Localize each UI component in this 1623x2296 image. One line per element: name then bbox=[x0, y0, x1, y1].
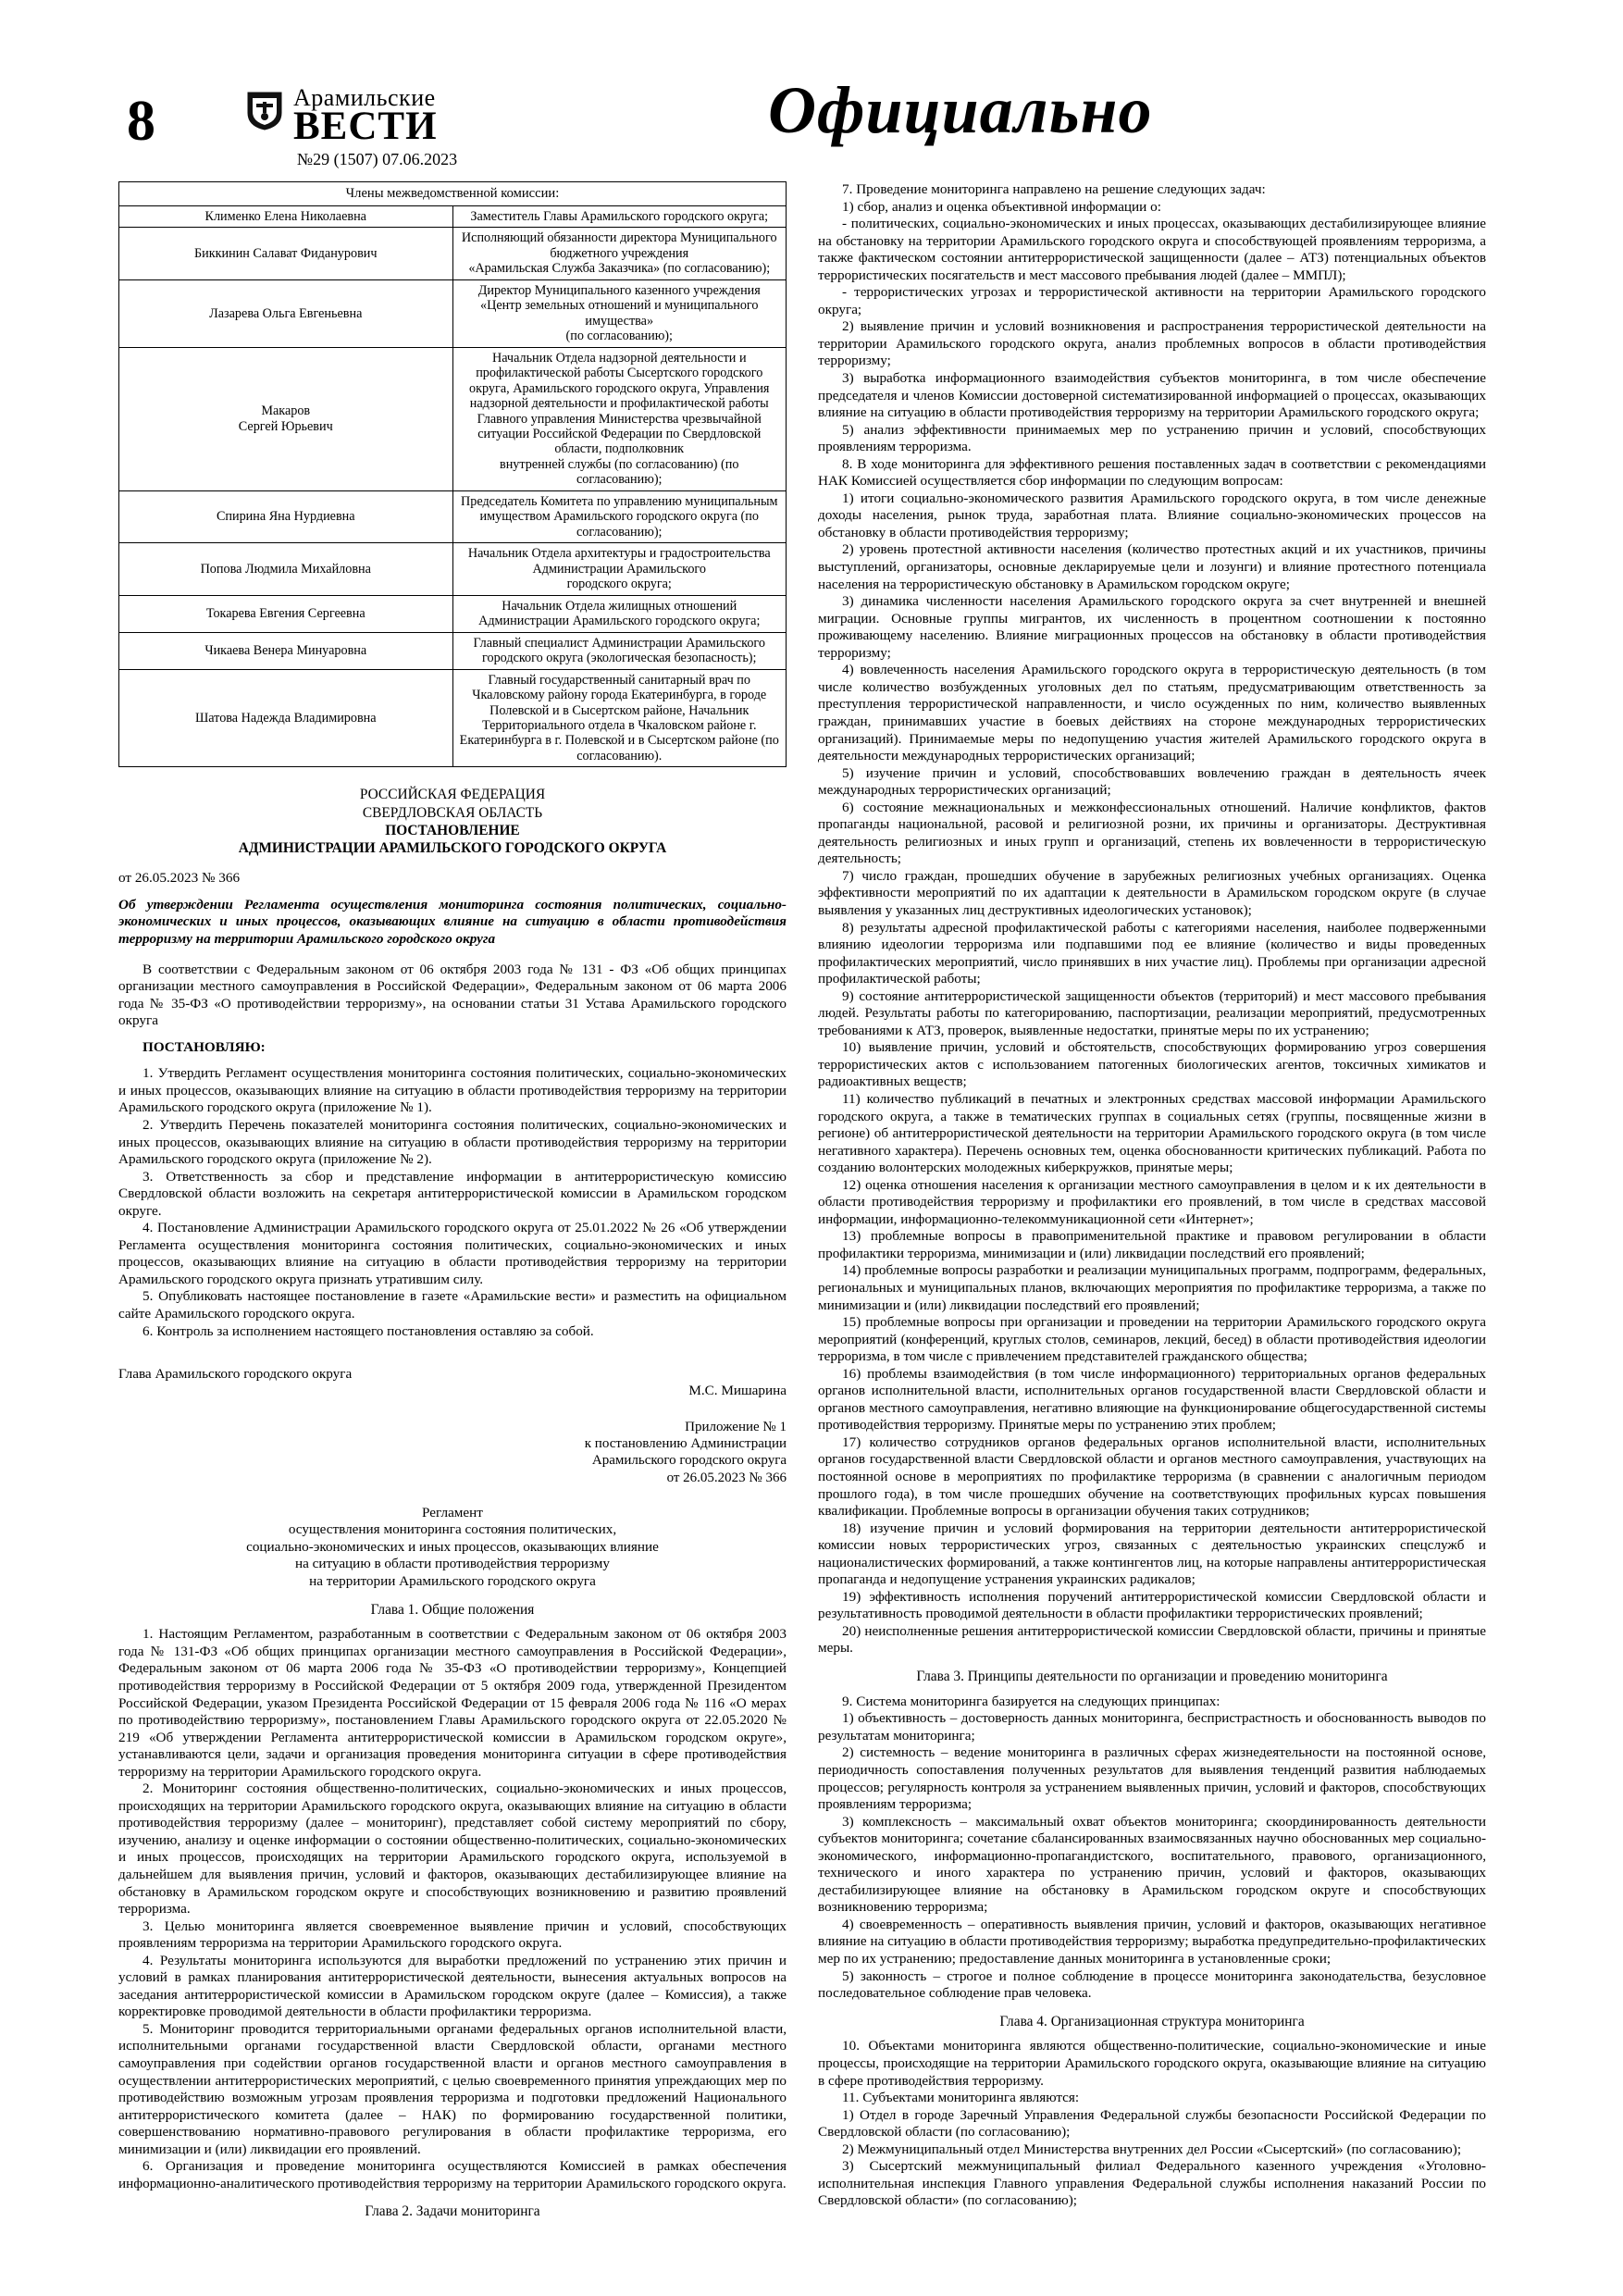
decree-title: Об утверждении Регламента осуществления мониторинга состояния политических, социально-экономических и иных процессов, оказывающих влияние на ситуацию в области противодействия терроризму на территории Арамильского городского округа bbox=[118, 896, 787, 948]
chapter-4-item: 10. Объектами мониторинга являются общественно-политические, социально-экономические и иные процессы, происходящие на территории Арамильского городского округа, оказывающие влияние на ситуацию в сфере противодействия терроризму. bbox=[818, 2038, 1486, 2089]
table-row bbox=[119, 205, 787, 227]
decree-item: 4. Постановление Администрации Арамильского городского округа от 25.01.2022 № 26 «Об утверждении Регламента осуществления мониторинга состояния политических, социально-экономических и иных процессов, оказывающих влияние на ситуацию в области противодействия терроризму на территории Арамильского городского округа признать утратившим силу. bbox=[118, 1220, 787, 1287]
chapter-2-intro: 7. Проведение мониторинга направлено на решение следующих задач: bbox=[842, 181, 1266, 197]
member-position: Директор Муниципального казенного учреждения «Центр земельных отношений и муниципального имущества» (по согласованию); bbox=[452, 279, 787, 347]
chapter-2-item: 14) проблемные вопросы разработки и реализации муниципальных программ, подпрограмм, федеральных, региональных и муниципальных планов, включающих мероприятия по профилактике терроризма, а также по минимизации и (или) ликвидации последствий его проявлений; bbox=[818, 1262, 1486, 1313]
section-title: Официально bbox=[768, 73, 1153, 147]
chapter-2-item: 7) число граждан, прошедших обучение в зарубежных религиозных учебных организациях. Оценка эффективности мероприятий по их адаптации к деятельности в Арамильском городском округе (в случае выявления у указанных лиц деструктивных идеологических установок); bbox=[818, 867, 1486, 918]
newspaper-logo bbox=[245, 84, 514, 169]
chapter-1-paragraph: 2. Мониторинг состояния общественно-политических, социально-экономических и иных процессов, происходящих на территории Арамильского городского округа, оказывающих влияние на ситуацию в области противодействия терроризму (далее – мониторинг), представляет собой систему мероприятий по сбору, изучению, анализу и оценке информации о состоянии общественно-политических, социально-экономических и иных процессов, происходящих на территории Арамильского городского округа, используемой в дальнейшем для выявления причин, условий и факторов, оказывающих дестабилизирующее влияние на обстановку в Арамильском городском округе и способствующих возникновению и развитию проявлений терроризма. bbox=[118, 1781, 787, 1917]
coat-of-arms-icon bbox=[245, 89, 284, 131]
member-name: Клименко Елена Николаевна bbox=[119, 205, 453, 227]
decree-item: 1. Утвердить Регламент осуществления мониторинга состояния политических, социально-экономических и иных процессов, оказывающих влияние на ситуацию в области противодействия терроризму на территории Арамильского городского округа (приложение № 1). bbox=[118, 1065, 787, 1116]
chapter-2-item: - террористических угрозах и террористической активности на территории Арамильского городского округа; bbox=[818, 284, 1486, 317]
chapter-1-paragraph: 1. Настоящим Регламентом, разработанным в соответствии с Федеральным законом от 06 октября 2003 года № 131-ФЗ «Об общих принципах организации местного самоуправления в Российской Федерации», Федеральным законом от 06 марта 2006 года № 35-ФЗ «О противодействии терроризму», Концепцией противодействия терроризму в Российской Федерации от 5 октября 2009 года, утвержденной Президентом Российской Федерации, указом Президента Российской Федерации от 15 февраля 2006 года № 116 «О мерах по противодействию терроризму», постановлением Главы Арамильского городского округа от 22.05.2020 № 219 «Об утверждении Регламента антитеррористической комиссии в Арамильском городском округе», устанавливаются цели, задачи и организация проведения мониторинга ситуации в сфере противодействия терроризму на территории Арамильского городского округа. bbox=[118, 1626, 787, 1780]
chapter-3-item: 2) системность – ведение мониторинга в различных сферах жизнедеятельности на постоянной основе, периодичность сопоставления полученных результатов для выявления тенденций развития наблюдаемых процессов; регулярность контроля за устранением выявленных причин, условий и факторов, способствующих проявлениям терроризма; bbox=[818, 1744, 1486, 1813]
member-name: Попова Людмила Михайловна bbox=[119, 543, 453, 595]
appendix-line-3: от 26.05.2023 № 366 bbox=[666, 1470, 787, 1485]
chapter-2-item: 8. В ходе мониторинга для эффективного решения поставленных задач в соответствии с рекомендациями НАК Комиссией осуществляется сбор информации по следующим вопросам: bbox=[818, 455, 1486, 490]
table-row bbox=[119, 669, 787, 767]
member-position: Начальник Отдела архитектуры и градостроительства Администрации Арамильского городского округа; bbox=[452, 543, 787, 595]
table-row bbox=[119, 228, 787, 279]
decree-item: 5. Опубликовать настоящее постановление в газете «Арамильские вести» и разместить на официальном сайте Арамильского городского округа. bbox=[118, 1288, 787, 1322]
chapter-2-item: 4) вовлеченность населения Арамильского городского округа в террористическую деятельность (в том числе количество возбужденных уголовных дел по статьям, предусматривающим ответственность за преступления террористической направленности, и число осужденных по ним, количество выявленных граждан, принимавших участие в боевых действиях на стороне международных террористических организаций). Принимаемые меры по недопущению участия жителей Арамильского городского округа в деятельности международных террористических организаций; bbox=[818, 662, 1486, 764]
decree-items bbox=[118, 1065, 787, 1340]
chapter-3-title: Глава 3. Принципы деятельности по организации и проведению мониторинга bbox=[916, 1669, 1388, 1685]
member-position: Председатель Комитета по управлению муниципальным имуществом Арамильского городского округа (по согласованию); bbox=[452, 490, 787, 542]
signature-row bbox=[118, 1366, 787, 1383]
chapter-2-item: 9) состояние антитеррористической защищенности объектов (территорий) и мест массового пребывания людей. Результаты работы по категорированию, паспортизации, реализации мероприятий, предусмотренных требованиями к АТЗ, проверок, выявленные недостатки, принятые меры по их устранению; bbox=[818, 987, 1486, 1038]
chapter-2-item: 13) проблемные вопросы в правоприменительной практике и правовом регулировании в области профилактики терроризма, минимизации и (или) ликвидации последствий его проявлений; bbox=[818, 1228, 1486, 1261]
page-number: 8 bbox=[127, 90, 155, 153]
chapter-1-paragraph: 3. Целью мониторинга является своевременное выявление причин и условий, способствующих проявлениям терроризма на территории Арамильского городского округа. bbox=[118, 1917, 787, 1952]
chapter-4-item: 1) Отдел в городе Заречный Управления Федеральной службы безопасности Российской Федерации по Свердловской области (по согласованию); bbox=[818, 2106, 1486, 2141]
chapter-2-item: 8) результаты адресной профилактической работы с категориями населения, наиболее подверженными влиянию идеологии терроризма или подпавшими под ее влияние (количество и виды проведенных профилактических мероприятий, число принявших в них участие лиц). Проблемы при организации адресной профилактической работы; bbox=[818, 919, 1486, 987]
regulation-title-line-4: на территории Арамильского городского округа bbox=[309, 1572, 596, 1589]
logo-line-2: ВЕСТИ bbox=[293, 104, 438, 148]
member-name: Биккинин Салават Фиданурович bbox=[119, 228, 453, 279]
member-position: Главный специалист Администрации Арамильского городского округа (экологическая безопасность); bbox=[452, 632, 787, 669]
chapter-2-item: 5) анализ эффективности принимаемых мер по устранению причин и условий, способствующих проявлениям терроризма. bbox=[818, 421, 1486, 455]
chapter-3-item: 1) объективность – достоверность данных мониторинга, беспристрастность и обоснованность выводов по результатам мониторинга; bbox=[818, 1710, 1486, 1744]
signature-role: Глава Арамильского городского округа bbox=[118, 1366, 353, 1383]
table-header-cell: Члены межведомственной комиссии: bbox=[119, 182, 787, 206]
chapter-2-item: 3) динамика численности населения Арамильского городского округа за счет внутренней и внешней миграции. Основные группы мигрантов, их численность в процентном соотношении к постоянно проживающему населению. Влияние миграционных процессов на обстановку в области противодействия терроризму; bbox=[818, 593, 1486, 661]
chapter-2-item: 6) состояние межнациональных и межконфессиональных отношений. Наличие конфликтов, фактов пропаганды национальной, расовой и религиозной розни, их причины и организаторы. Деструктивная деятельность религиозных и иных групп и организаций, степень их вовлеченности в террористическую деятельность; bbox=[818, 799, 1486, 867]
right-column bbox=[818, 181, 1486, 2228]
chapter-4-title: Глава 4. Организационная структура мониторинга bbox=[999, 2013, 1305, 2029]
left-column bbox=[118, 181, 787, 2228]
regulation-title-line-1: осуществления мониторинга состояния политических, bbox=[288, 1521, 617, 1538]
decree-item: 2. Утвердить Перечень показателей мониторинга состояния политических, социально-экономических и иных процессов, оказывающих влияние на ситуацию в области противодействия терроризму на территории Арамильского городского округа (приложение № 2). bbox=[118, 1116, 787, 1168]
chapter-3-item: 5) законность – строгое и полное соблюдение в процессе мониторинга законодательства, безусловное последовательное соблюдение прав человека. bbox=[818, 1967, 1486, 2002]
table-row bbox=[119, 595, 787, 632]
chapter-1-paragraph: 5. Мониторинг проводится территориальными органами федеральных органов исполнительной власти, исполнительными органами государственной власти Свердловской области, органами местного самоуправления при содействии органов государственной власти и органов местного самоуправления в осуществлении антитеррористических мероприятий, с целью своевременного принятия упреждающих мер по противодействию возможным угрозам проявления терроризма и подготовки предложений Национального антитеррористического комитета (далее – НАК) по формированию государственной политики, совершенствованию нормативно-правового регулирования в области профилактике терроризма, его минимизации и (или) ликвидации его проявлений. bbox=[118, 2020, 787, 2157]
decree-header bbox=[118, 786, 787, 857]
chapter-2-item: 12) оценка отношения населения к организации местного самоуправления в целом и к их деятельности в области противодействия терроризму и профилактики его проявлений, в том числе в средствах массовой информации, информационно-телекоммуникационной сети «Интернет»; bbox=[818, 1176, 1486, 1227]
table-row bbox=[119, 347, 787, 490]
chapter-2-item: - политических, социально-экономических и иных процессах, оказывающих дестабилизирующее влияние на обстановку на территории Арамильского городского округа и способствующей проявлениям терроризма, а также фактическом состоянии антитеррористической защищенности (далее – АТЗ) потенциальных объектов террористических посягательств и мест массового пребывания людей (далее – ММПЛ); bbox=[818, 216, 1486, 283]
chapter-1-title: Глава 1. Общие положения bbox=[370, 1601, 535, 1618]
table-row bbox=[119, 632, 787, 669]
chapter-4-item: 3) Сысертский межмуниципальный филиал Федерального казенного учреждения «Уголовно-исполнительная инспекция Главного управления Федеральной службы исполнения наказаний России по Свердловской области» (по согласованию); bbox=[818, 2158, 1486, 2209]
chapter-2-title: Глава 2. Задачи мониторинга bbox=[365, 2203, 540, 2220]
member-position: Исполняющий обязанности директора Муниципального бюджетного учреждения «Арамильская Служба Заказчика» (по согласованию); bbox=[452, 228, 787, 279]
resolve-label: ПОСТАНОВЛЯЮ: bbox=[142, 1038, 266, 1055]
issue-info: №29 (1507) 07.06.2023 bbox=[296, 149, 458, 168]
signature-name: М.С. Мишарина bbox=[688, 1383, 787, 1399]
decree-date-number: от 26.05.2023 № 366 bbox=[118, 870, 241, 887]
table-row bbox=[119, 543, 787, 595]
member-name: Спирина Яна Нурдиевна bbox=[119, 490, 453, 542]
member-position: Начальник Отдела надзорной деятельности и профилактической работы Сысертского городского округа, Арамильского городского округа, Управления надзорной деятельности и профилактической работы Главного управления Министерства чрезвычайной ситуации Российской Федерации по Свердловской области, подполковник внутренней службы (по согласованию) (по согласованию); bbox=[452, 347, 787, 490]
appendix-reference bbox=[118, 1419, 787, 1486]
commission-members-table bbox=[118, 181, 787, 767]
chapter-2-item: 19) эффективность исполнения поручений антитеррористической комиссии Свердловской области и результативность проводимой деятельности в области профилактики террористических проявлений; bbox=[818, 1588, 1486, 1622]
chapter-2-body bbox=[818, 199, 1486, 1657]
decree-header-line-3: АДМИНИСТРАЦИИ АРАМИЛЬСКОГО ГОРОДСКОГО ОКРУГА bbox=[238, 840, 667, 857]
chapter-4-body bbox=[818, 2038, 1486, 2209]
decree-header-line-1: СВЕРДЛОВСКАЯ ОБЛАСТЬ bbox=[362, 804, 543, 821]
member-position: Заместитель Главы Арамильского городского округа; bbox=[452, 205, 787, 227]
chapter-3-item: 3) комплексность – максимальный охват объектов мониторинга; скоординированность деятельности субъектов мониторинга; сочетание сбалансированных взаимосвязанных научно обоснованных мер социально- экономического, информационно-пропагандистского, воспитательного, правового, организационного, технического и иного характера по устранению причин, условий и факторов, оказывающих дестабилизирующее влияние на обстановку в Арамильском городском округе и способствующих возникновению терроризма; bbox=[818, 1813, 1486, 1916]
member-name: Макаров Сергей Юрьевич bbox=[119, 347, 453, 490]
chapter-2-item: 16) проблемы взаимодействия (в том числе информационного) территориальных органов федеральных органов исполнительной власти, исполнительных органов государственной власти Свердловской области и органов местного самоуправления, негативно влияющие на функционирование общегосударственной системы противодействия терроризму. Принятые меры по устранению этих проблем; bbox=[818, 1365, 1486, 1433]
regulation-title-line-3: на ситуацию в области противодействия терроризму bbox=[294, 1556, 611, 1572]
chapter-3-body bbox=[818, 1710, 1486, 2002]
appendix-line-0: Приложение № 1 bbox=[685, 1419, 787, 1434]
chapter-1-paragraph: 6. Организация и проведение мониторинга осуществляются Комиссией в рамках обеспечения информационно-аналитического противодействия терроризму на территории Арамильского городского округа. bbox=[118, 2158, 787, 2191]
member-name: Чикаева Венера Минуаровна bbox=[119, 632, 453, 669]
chapter-2-item: 3) выработка информационного взаимодействия субъектов мониторинга, в том числе обеспечение председателя и членов Комиссии достоверной систематизированной информацией о процессах, оказывающих влияние на ситуацию в области противодействия терроризму на территории Арамильского городского округа; bbox=[818, 370, 1486, 421]
member-name: Токарева Евгения Сергеевна bbox=[119, 595, 453, 632]
chapter-1-paragraph: 4. Результаты мониторинга используются для выработки предложений по устранению этих причин и условий в рамках планирования антитеррористической деятельности, вынесения актуальных вопросов на заседания антитеррористической комиссии в Арамильском городском округе (далее – Комиссия), а также корректировке проводимой деятельности в области профилактики терроризма. bbox=[118, 1952, 787, 2020]
decree-preamble: В соответствии с Федеральным законом от 06 октября 2003 года № 131 - ФЗ «Об общих принципах организации местного самоуправления в Российской Федерации», Федеральным законом от 06 марта 2006 года № 35-ФЗ «О противодействии терроризму», на основании статьи 31 Устава Арамильского городского округа bbox=[118, 961, 787, 1029]
chapter-2-item: 1) итоги социально-экономического развития Арамильского городского округа, в том числе денежные доходы населения, рынок труда, заработная плата. Влияние социально-экономических процессов на обстановку в области противодействия терроризму; bbox=[818, 490, 1486, 540]
decree-item: 6. Контроль за исполнением настоящего постановления оставляю за собой. bbox=[142, 1322, 594, 1339]
chapter-2-item: 18) изучение причин и условий формирования на территории деятельности антитеррористической комиссии новых террористических угроз, связанных с деятельностью украинских спецслужб и националистических формирований, а также контингентов лиц, на которые направлены антитеррористическая пропаганда и недопущение устранения украинских радикалов; bbox=[818, 1520, 1486, 1588]
decree-header-line-0: РОССИЙСКАЯ ФЕДЕРАЦИЯ bbox=[359, 787, 546, 803]
chapter-2-item: 2) выявление причин и условий возникновения и распространения террористической деятельности на территории Арамильского городского округа, анализ проблемных вопросов в области противодействия терроризму; bbox=[818, 318, 1486, 369]
chapter-2-item: 2) уровень протестной активности населения (количество протестных акций и их участников, причины выступлений, организаторы, основные декларируемые цели и лозунги) и влияние протестного потенциала населения на террористическую обстановку в Арамильском городском округе; bbox=[818, 541, 1486, 592]
content-columns bbox=[0, 181, 1623, 2265]
regulation-title bbox=[118, 1505, 787, 1591]
decree-header-line-2: ПОСТАНОВЛЕНИЕ bbox=[385, 822, 520, 838]
chapter-2-item: 20) неисполненные решения антитеррористической комиссии Свердловской области, причины и принятые меры. bbox=[818, 1622, 1486, 1657]
member-position: Начальник Отдела жилищных отношений Администрации Арамильского городского округа; bbox=[452, 595, 787, 632]
member-name: Шатова Надежда Владимировна bbox=[119, 669, 453, 767]
table-header-row bbox=[119, 182, 787, 206]
chapter-1-body bbox=[118, 1626, 787, 2192]
chapter-2-item: 17) количество сотрудников органов федеральных органов исполнительной власти, исполнительных органов государственной власти Свердловской области и органов местного самоуправления, участвующих на постоянной основе в мероприятиях по профилактике терроризма (в сравнении с аналогичным периодом прошлого года), в том числе прошедших обучение на соответствующих профильных курсах повышения квалификации. Проблемные вопросы в организации обучения таких сотрудников; bbox=[818, 1433, 1486, 1520]
regulation-title-line-0: Регламент bbox=[422, 1504, 483, 1520]
chapter-4-item: 2) Межмуниципальный отдел Министерства внутренних дел России «Сысертский» (по согласованию); bbox=[842, 2141, 1462, 2157]
chapter-3-item: 4) своевременность – оперативность выявления причин, условий и факторов, оказывающих негативное влияние на ситуацию в области противодействия терроризму; выработка предупредительно-профилактических мер по их устранению; предоставление данных мониторинга в установленные сроки; bbox=[818, 1916, 1486, 1967]
member-name: Лазарева Ольга Евгеньевна bbox=[119, 279, 453, 347]
appendix-line-2: Арамильского городского округа bbox=[591, 1453, 787, 1469]
table-row bbox=[119, 490, 787, 542]
chapter-4-item: 11. Субъектами мониторинга являются: bbox=[842, 2090, 1080, 2106]
chapter-2-item: 11) количество публикаций в печатных и электронных средствах массовой информации Арамильского городского округа, а также в тематических группах в социальных сетях (группы, посвященные жизни в регионе) об антитеррористической деятельности на территории Арамильского городского округа (в том числе негативного характера). Перечень основных тем, оценка обоснованности критических публикаций. Работа по созданию волонтерских молодежных киберкружков, принятые меры; bbox=[818, 1090, 1486, 1176]
decree-item: 3. Ответственность за сбор и представление информации в антитеррористическую комиссию Свердловской области возложить на секретаря антитеррористической комиссии в Арамильском городском округе. bbox=[118, 1168, 787, 1219]
chapter-2-item: 5) изучение причин и условий, способствовавших вовлечению граждан в деятельность ячеек международных террористических организаций; bbox=[818, 764, 1486, 799]
chapter-2-item: 10) выявление причин, условий и обстоятельств, способствующих формированию угроз совершения террористических актов с использованием патогенных биологических агентов, токсичных химикатов и радиоактивных веществ; bbox=[818, 1039, 1486, 1090]
logo-line-1: Арамильские bbox=[293, 84, 436, 111]
chapter-2-item: 15) проблемные вопросы при организации и проведении на территории Арамильского городского округа мероприятий (конференций, круглых столов, семинаров, лекций, бесед) в области противодействия идеологии терроризма, в том числе с привлечением представителей гражданского общества; bbox=[818, 1314, 1486, 1365]
appendix-line-1: к постановлению Администрации bbox=[584, 1435, 787, 1451]
chapter-3-intro: 9. Система мониторинга базируется на следующих принципах: bbox=[842, 1693, 1220, 1709]
table-row bbox=[119, 279, 787, 347]
chapter-2-item: 1) сбор, анализ и оценка объективной информации о: bbox=[842, 198, 1161, 215]
masthead bbox=[0, 0, 1623, 181]
regulation-title-line-2: социально-экономических и иных процессов, оказывающих влияние bbox=[246, 1538, 659, 1555]
member-position: Главный государственный санитарный врач по Чкаловскому району города Екатеринбурга, в городе Полевской и в Сысертском районе, Начальник Территориального отдела в Чкаловском районе г. Екатеринбурга в г. Полевской и в Сысертском районе (по согласованию). bbox=[452, 669, 787, 767]
